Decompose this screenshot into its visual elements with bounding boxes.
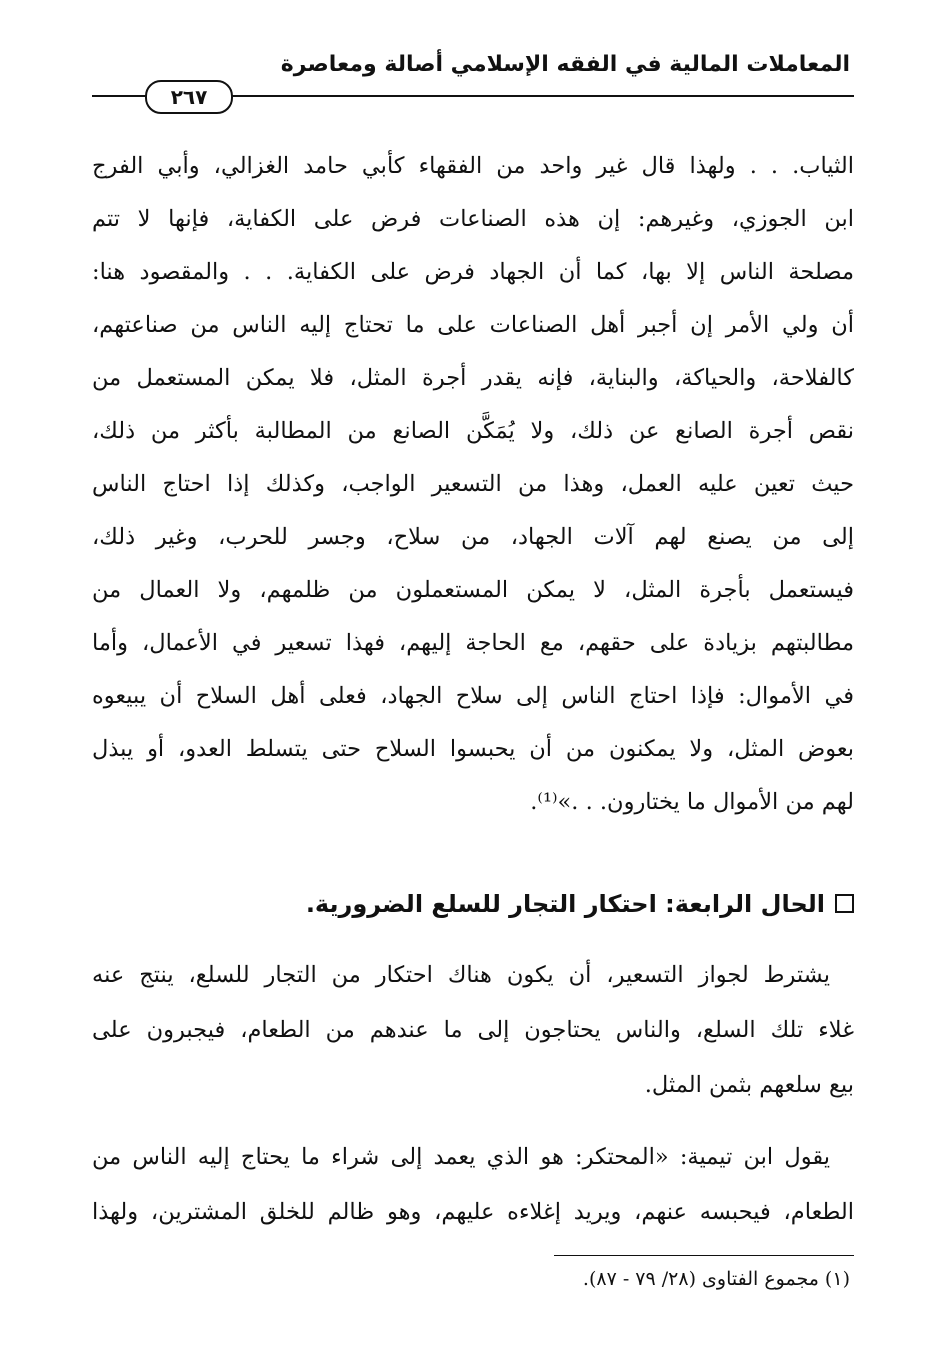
text-line: في الأموال: فإذا احتاج الناس إلى سلاح الجهاد، فعلى أهل السلاح أن يبيعوه <box>92 683 854 709</box>
page-number-badge: ٢٦٧ <box>145 80 233 114</box>
text-line: غلاء تلك السلع، والناس يحتاجون إلى ما عندهم من الطعام، فيجبرون على <box>92 1017 854 1043</box>
section-heading <box>92 890 854 918</box>
text-line: إلى من يصنع لهم آلات الجهاد، من سلاح، وجسر للحرب، وغير ذلك، <box>92 524 854 550</box>
text-line: نقص أجرة الصانع عن ذلك، ولا يُمَكَّن الصانع من المطالبة بأكثر من ذلك، <box>92 418 854 444</box>
text-line: الثياب. . . ولهذا قال غير واحد من الفقهاء كأبي حامد الغزالي، وأبي الفرج <box>92 153 854 179</box>
text-line: كالفلاحة، والحياكة، والبناية، فإنه يقدر أجرة المثل، فلا يمكن المستعمل من <box>92 365 854 391</box>
section-heading-text: الحال الرابعة: احتكار التجار للسلع الضرورية. <box>305 890 825 918</box>
footnote: (١) مجموع الفتاوى (٢٨/ ٧٩ - ٨٧). <box>582 1268 850 1290</box>
text-line: مصلحة الناس إلا بها، كما أن الجهاد فرض على الكفاية. . . والمقصود هنا: <box>92 259 854 285</box>
text-line: مطالبتهم بزيادة على حقهم، مع الحاجة إليهم، فهذا تسعير في الأعمال، وأما <box>92 630 854 656</box>
footnote-divider <box>554 1255 854 1256</box>
text-line: فيستعمل بأجرة المثل، لا يمكن المستعملون من ظلمهم، ولا العمال من <box>92 577 854 603</box>
text-line: يشترط لجواز التسعير، أن يكون هناك احتكار من التجار للسلع، ينتج عنه <box>92 962 830 988</box>
text-line: لهم من الأموال ما يختارون. . .»⁽¹⁾. <box>530 789 854 815</box>
text-line: ابن الجوزي، وغيرهم: إن هذه الصناعات فرض على الكفاية، فإنها لا تتم <box>92 206 854 232</box>
text-line: بعوض المثل، ولا يمكنون من أن يحبسوا السلاح حتى يتسلط العدو، أو يبذل <box>92 736 854 762</box>
running-title: المعاملات المالية في الفقه الإسلامي أصالة ومعاصرة <box>280 52 850 77</box>
body-paragraph <box>92 140 854 829</box>
paragraph-quote <box>92 1130 854 1240</box>
text-line: يقول ابن تيمية: «المحتكر: هو الذي يعمد إلى شراء ما يحتاج إليه الناس من <box>92 1144 830 1170</box>
text-line: بيع سلعهم بثمن المثل. <box>644 1072 854 1098</box>
square-bullet-icon <box>835 894 854 913</box>
text-line: الطعام، فيحبسه عنهم، ويريد إغلاءه عليهم، وهو ظالم للخلق المشترين، ولهذا <box>92 1199 854 1225</box>
text-line: حيث تعين عليه العمل، وهذا من التسعير الواجب، وكذلك إذا احتاج الناس <box>92 471 854 497</box>
text-line: أن ولي الأمر إن أجبر أهل الصناعات على ما تحتاج إليه الناس من صناعتهم، <box>92 312 854 338</box>
paragraph-conditions <box>92 948 854 1113</box>
